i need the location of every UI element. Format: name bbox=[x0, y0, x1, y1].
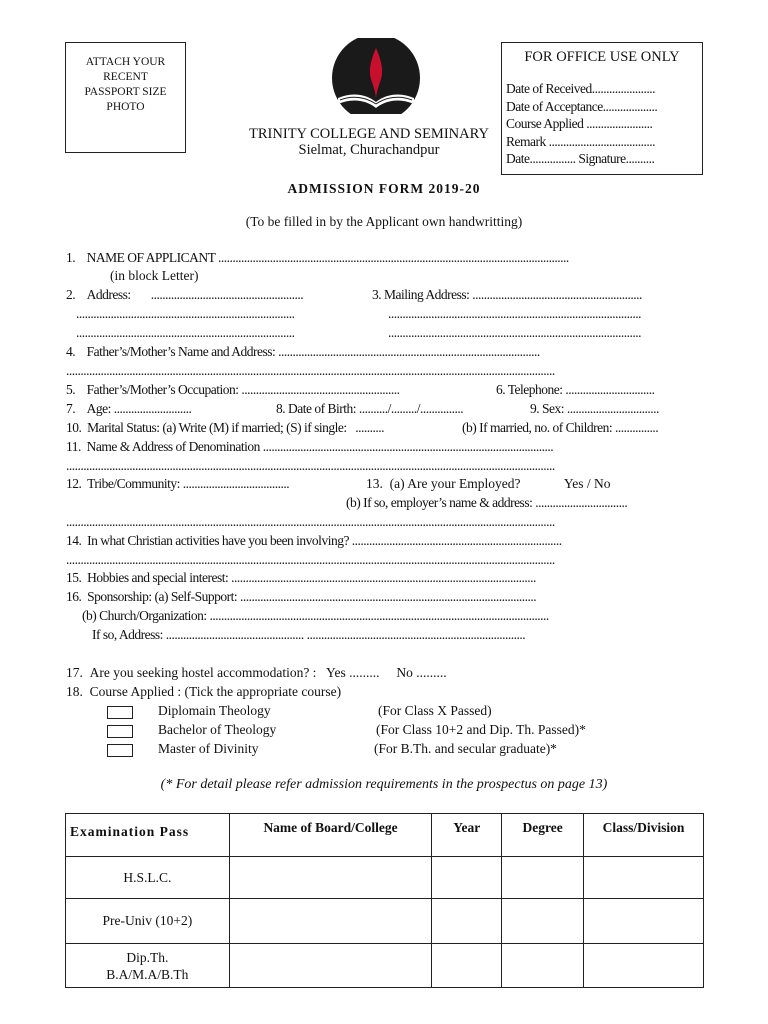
field-christian-activities[interactable]: 14. In what Christian activities have you been involving? ......................................................................... bbox=[66, 533, 562, 548]
header-class-division: Class/Division bbox=[584, 814, 704, 857]
field-age[interactable]: 7. Age: ........................... bbox=[66, 401, 192, 416]
field-applicant-name-note: (in block Letter) bbox=[110, 268, 199, 283]
field-date-of-birth[interactable]: 8. Date of Birth: ........../........./............... bbox=[276, 401, 464, 416]
cell-input[interactable] bbox=[229, 899, 432, 944]
field-employer-address[interactable]: (b) If so, employer’s name & address: ................................ bbox=[346, 495, 628, 510]
cell-input[interactable] bbox=[229, 944, 432, 988]
course-diploma-label: Diplomain Theology bbox=[158, 703, 271, 718]
office-date-acceptance: Date of Acceptance................... bbox=[506, 98, 658, 114]
field-hostel-accommodation[interactable]: 17. Are you seeking hostel accommodation? : Yes ......... No ......... bbox=[66, 665, 447, 680]
examination-table bbox=[65, 813, 704, 988]
table-row bbox=[66, 899, 704, 944]
cell-input[interactable] bbox=[584, 857, 704, 899]
office-course-applied: Course Applied ....................... bbox=[506, 116, 653, 131]
college-logo bbox=[330, 38, 422, 114]
field-hobbies[interactable]: 15. Hobbies and special interest: .......................................................................................................... bbox=[66, 570, 536, 585]
row-label-pre-univ: Pre-Univ (10+2) bbox=[66, 899, 230, 944]
field-address-line-3[interactable]: ............................................................................ bbox=[76, 325, 295, 340]
field-employer-address-line-2[interactable]: .......................................................................................................................................................................... bbox=[66, 514, 555, 529]
header-degree: Degree bbox=[502, 814, 584, 857]
course-master-label: Master of Divinity bbox=[158, 741, 259, 756]
field-christian-activities-line-2[interactable]: .......................................................................................................................................................................... bbox=[66, 552, 555, 567]
cell-input[interactable] bbox=[584, 944, 704, 988]
cell-input[interactable] bbox=[432, 899, 502, 944]
field-parent-name-address[interactable]: 4. Father’s/Mother’s Name and Address: ........................................................................................... bbox=[66, 344, 540, 359]
form-subtitle: (To be filled in by the Applicant own handwritting) bbox=[245, 214, 523, 229]
office-remark: Remark ..................................... bbox=[506, 133, 655, 149]
office-date-signature: Date................ Signature.......... bbox=[506, 151, 655, 166]
field-employed[interactable]: 13. (a) Are your Employed? Yes / No bbox=[366, 476, 611, 491]
cell-input[interactable] bbox=[229, 857, 432, 899]
field-mailing-address-line-2[interactable]: ........................................................................................ bbox=[388, 306, 641, 321]
course-diploma-checkbox[interactable] bbox=[107, 706, 133, 719]
field-mailing-address-line-3[interactable]: ........................................................................................ bbox=[388, 325, 641, 340]
field-address[interactable]: 2. Address: ..................................................... bbox=[66, 287, 304, 302]
field-address-line-2[interactable]: ............................................................................ bbox=[76, 306, 295, 321]
cell-input[interactable] bbox=[432, 944, 502, 988]
field-applicant-name[interactable]: 1. NAME OF APPLICANT .......................................................................................................................... bbox=[66, 250, 569, 265]
header-year: Year bbox=[432, 814, 502, 857]
field-parent-occupation[interactable]: 5. Father’s/Mother’s Occupation: ....................................................... bbox=[66, 382, 400, 397]
footnote: (* For detail please refer admission requirements in the prospectus on page 13) bbox=[160, 777, 608, 792]
field-denomination[interactable]: 11. Name & Address of Denomination ..................................................................................................... bbox=[66, 439, 554, 454]
office-use-title: FOR OFFICE USE ONLY bbox=[524, 49, 680, 65]
row-label-degree: Dip.Th. B.A/M.A/B.Th bbox=[66, 944, 230, 988]
field-self-support[interactable]: 16. Sponsorship: (a) Self-Support: ....................................................................................................... bbox=[66, 589, 537, 604]
table-row bbox=[66, 944, 704, 988]
cell-input[interactable] bbox=[502, 944, 584, 988]
table-row bbox=[66, 857, 704, 899]
table-header-row bbox=[66, 814, 704, 857]
cell-input[interactable] bbox=[502, 857, 584, 899]
course-bachelor-checkbox[interactable] bbox=[107, 725, 133, 738]
course-bachelor-requirement: (For Class 10+2 and Dip. Th. Passed)* bbox=[376, 722, 586, 737]
header-board-college: Name of Board/College bbox=[229, 814, 432, 857]
field-parent-name-address-line-2[interactable]: .......................................................................................................................................................................... bbox=[66, 363, 555, 378]
field-marital-status[interactable]: 10. Marital Status: (a) Write (M) if married; (S) if single: .......... bbox=[66, 420, 385, 435]
field-number-of-children[interactable]: (b) If married, no. of Children: ............... bbox=[462, 420, 659, 435]
college-header bbox=[238, 126, 500, 158]
college-name: TRINITY COLLEGE AND SEMINARY bbox=[249, 126, 489, 142]
field-telephone[interactable]: 6. Telephone: ............................... bbox=[496, 382, 655, 397]
college-location: Sielmat, Churachandpur bbox=[298, 142, 440, 158]
field-church-organization[interactable]: (b) Church/Organization: ...................................................................................................................... bbox=[82, 608, 549, 623]
field-sex[interactable]: 9. Sex: ................................ bbox=[530, 401, 659, 416]
office-date-received: Date of Received...................... bbox=[506, 81, 655, 96]
field-denomination-line-2[interactable]: .......................................................................................................................................................................... bbox=[66, 458, 555, 473]
cell-input[interactable] bbox=[584, 899, 704, 944]
row-label-hslc: H.S.L.C. bbox=[66, 857, 230, 899]
cell-input[interactable] bbox=[502, 899, 584, 944]
form-title: ADMISSION FORM 2019-20 bbox=[287, 181, 481, 196]
cell-input[interactable] bbox=[432, 857, 502, 899]
office-use-box bbox=[501, 42, 703, 175]
course-master-checkbox[interactable] bbox=[107, 744, 133, 757]
field-course-applied-heading: 18. Course Applied : (Tick the appropriate course) bbox=[66, 684, 342, 699]
header-examination-pass: Examination Pass bbox=[66, 814, 230, 857]
photo-instructions: ATTACH YOUR RECENT PASSPORT SIZE PHOTO bbox=[84, 56, 167, 113]
photo-attach-box bbox=[65, 42, 186, 153]
field-mailing-address[interactable]: 3. Mailing Address: ........................................................... bbox=[372, 287, 642, 302]
course-bachelor-label: Bachelor of Theology bbox=[158, 722, 277, 737]
field-church-address[interactable]: If so, Address: ................................................ ............................................................................ bbox=[92, 627, 526, 642]
course-diploma-requirement: (For Class X Passed) bbox=[378, 703, 492, 718]
course-master-requirement: (For B.Th. and secular graduate)* bbox=[374, 741, 557, 756]
field-tribe-community[interactable]: 12. Tribe/Community: ..................................... bbox=[66, 476, 290, 491]
